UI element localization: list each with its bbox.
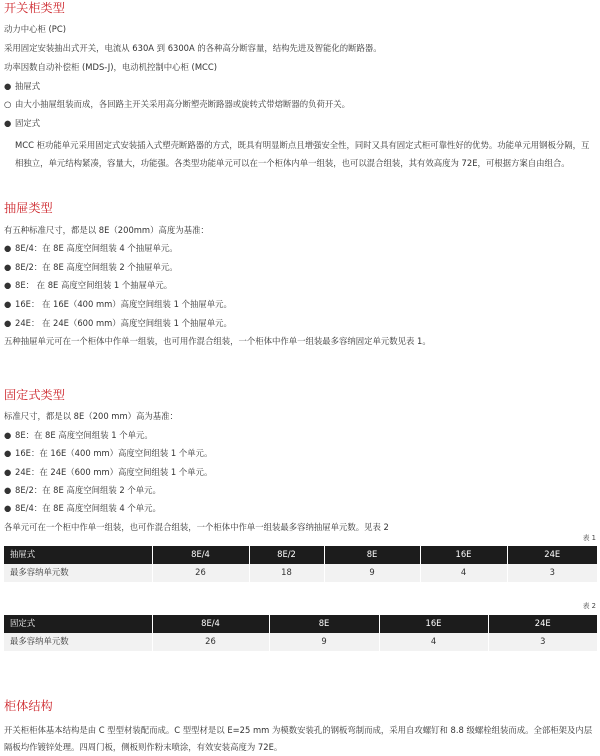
bullet-mark: ● [4,262,12,272]
drawer-item [4,243,178,254]
table1-header: 8E/2 [249,546,324,564]
table2-cell: 3 [488,633,597,651]
table1-row [4,564,597,582]
drawer-note: 五种抽屉单元可在一个柜体中作单一组装，也可用作混合组装，一个柜体中作单一组装最多容纳固定单元数见表 1。 [4,336,431,346]
switchgear-line-pc-desc: 采用固定安装抽出式开关，电流从 630A 到 6300A 的各种高分断容量，结构先进及智能化的断路器。 [4,43,382,53]
fixed-item-text: 8E/4：在 8E 高度空间组装 4 个单元。 [15,503,161,513]
fixed-item-text: 8E/2：在 8E 高度空间组装 2 个单元。 [15,485,161,495]
table2-cell: 最多容纳单元数 [4,633,152,651]
hollow-mark [4,136,15,154]
bullet-mark: ● [4,280,12,290]
table2-row [4,633,597,651]
table1-cell: 3 [507,564,597,582]
drawer-item [4,280,172,291]
table2-header: 8E [269,615,379,633]
drawer-item [4,262,178,273]
drawer-desc [4,99,350,110]
fixed-item-text: 16E：在 16E（400 mm）高度空间组装 1 个单元。 [15,448,213,458]
drawer-item-text: 16E： 在 16E（400 mm）高度空间组装 1 个抽屉单元。 [15,299,232,309]
table2-header: 24E [488,615,597,633]
table2-header: 16E [379,615,488,633]
drawer-item-text: 8E： 在 8E 高度空间组装 1 个抽屉单元。 [15,280,173,290]
fixed-desc [4,136,596,172]
bullet-drawer [4,81,40,92]
section-title-switchgear: 开关柜类型 [4,1,65,15]
bullet-mark: ● [4,118,12,128]
table1-header: 24E [507,546,597,564]
cabinet-text: 开关柜柜体基本结构是由 C 型型材装配而成。C 型型材是以 E=25 mm 为模数安装孔的钢板弯制而成，采用自攻螺钉和 8.8 级螺栓组装而成。全部柜架及内层隔板均作镀锌处理。四周门板，侧板则作粉末喷涂，有效安装高度为 72E。 [4,725,593,752]
table2-cell: 4 [379,633,488,651]
fixed-note: 各单元可在一个柜中作单一组装，也可作混合组装，一个柜体中作单一组装最多容纳抽屉单元数。见表 2 [4,522,389,532]
table1-cell: 最多容纳单元数 [4,564,152,582]
fixed-item [4,448,212,459]
table2-cell: 9 [269,633,379,651]
drawer-intro: 有五种标准尺寸，都是以 8E（200mm）高度为基准： [4,225,209,235]
fixed-item [4,430,153,441]
drawer-desc-text: 由大小抽屉组装而成，各回路主开关采用高分断塑壳断路器或旋转式带熔断器的负荷开关。 [15,99,350,109]
table2-cell: 26 [152,633,269,651]
fixed-item-text: 24E：在 24E（600 mm）高度空间组装 1 个单元。 [15,467,213,477]
bullet-mark: ● [4,467,12,477]
bullet-mark: ● [4,430,12,440]
table1-header: 8E [324,546,420,564]
bullet-mark: ● [4,318,12,328]
hollow-mark: ○ [4,99,12,109]
drawer-item-text: 8E/4：在 8E 高度空间组装 4 个抽屉单元。 [15,243,178,253]
table1-cell: 18 [249,564,324,582]
table2 [4,615,597,651]
table1-caption: 表 1 [582,534,596,542]
switchgear-line-mcc: 功率因数自动补偿柜 (MDS-J)，电动机控制中心柜 (MCC) [4,62,218,72]
table1-header: 抽屉式 [4,546,152,564]
table2-header-row [4,615,597,633]
fixed-item [4,467,212,478]
bullet-mark: ● [4,243,12,253]
bullet-mark: ● [4,299,12,309]
fixed-item [4,485,161,496]
table2-header: 8E/4 [152,615,269,633]
table2-caption: 表 2 [582,602,596,610]
section-title-fixed: 固定式类型 [4,388,65,402]
table1-header: 8E/4 [152,546,249,564]
fixed-item [4,503,161,514]
table1-header: 16E [420,546,507,564]
bullet-mark: ● [4,448,12,458]
table1-cell: 26 [152,564,249,582]
section-title-drawer: 抽屉类型 [4,201,53,215]
fixed-intro: 标准尺寸，都是以 8E（200 mm）高为基准： [4,411,178,421]
bullet-drawer-label: 抽屉式 [15,81,41,91]
fixed-desc-text: MCC 柜功能单元采用固定式安装插入式塑壳断路器的方式，既具有明显断点且增强安全性，同时又具有固定式柜可靠性好的优势。功能单元用钢板分隔，互相独立，单元结构紧凑，容量大，功能强。各类型功能单元可以在一个柜体内单一组装，也可以混合组装，其有效高度为 72E，可根据方案自由组合。 [15,140,590,168]
drawer-item [4,318,232,329]
table1 [4,546,597,582]
table1-header-row [4,546,597,564]
table2-header: 固定式 [4,615,152,633]
drawer-item [4,299,232,310]
switchgear-line-pc: 动力中心柜 (PC) [4,24,66,34]
bullet-fixed [4,118,40,129]
bullet-mark: ● [4,81,12,91]
drawer-item-text: 8E/2：在 8E 高度空间组装 2 个抽屉单元。 [15,262,178,272]
section-title-cabinet: 柜体结构 [4,699,53,713]
bullet-fixed-label: 固定式 [15,118,41,128]
drawer-item-text: 24E： 在 24E（600 mm）高度空间组装 1 个抽屉单元。 [15,318,232,328]
bullet-mark: ● [4,503,12,513]
bullet-mark: ● [4,485,12,495]
fixed-item-text: 8E：在 8E 高度空间组装 1 个单元。 [15,430,153,440]
table1-cell: 9 [324,564,420,582]
table1-cell: 4 [420,564,507,582]
